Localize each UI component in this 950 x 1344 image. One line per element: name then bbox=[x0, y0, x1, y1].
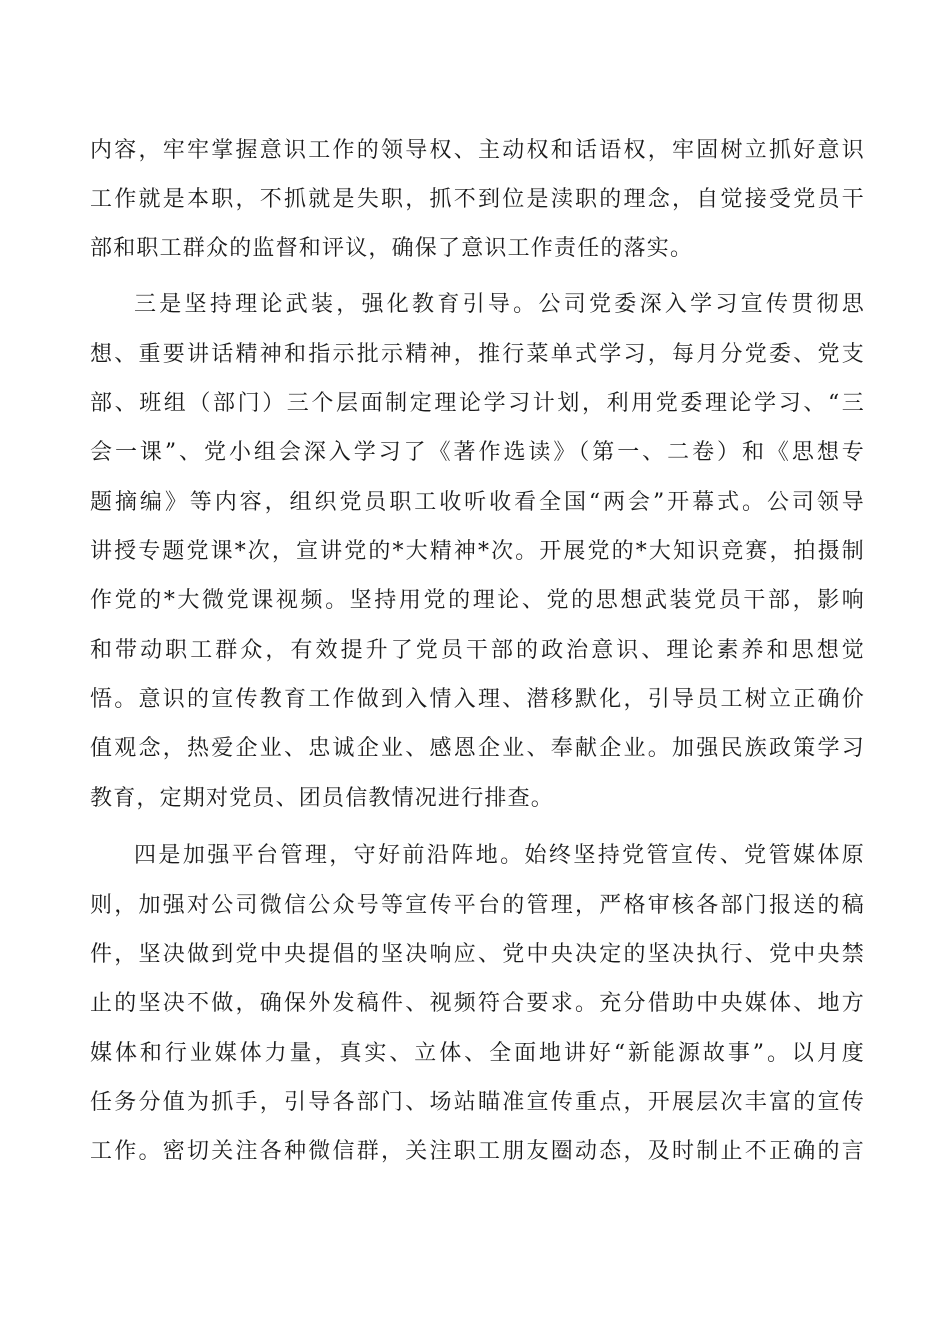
paragraph-1-line-3: 部和职工群众的监督和评议，确保了意识工作责任的落实。 bbox=[90, 236, 694, 261]
paragraph-3-line-3: 件，坚决做到党中央提倡的坚决响应、党中央决定的坚决执行、党中央禁 bbox=[90, 942, 865, 967]
paragraph-1-line-1: 内容，牢牢掌握意识工作的领导权、主动权和话语权，牢固树立抓好意识 bbox=[90, 138, 865, 163]
paragraph-2-line-6: 讲授专题党课*次，宣讲党的*大精神*次。开展党的*大知识竞赛，拍摄制 bbox=[90, 539, 865, 564]
paragraph-2-line-10: 值观念，热爱企业、忠诚企业、感恩企业、奉献企业。加强民族政策学习 bbox=[90, 736, 865, 761]
paragraph-2-line-8: 和带动职工群众，有效提升了党员干部的政治意识、理论素养和思想觉 bbox=[90, 638, 865, 663]
paragraph-3-line-1: 四是加强平台管理，守好前沿阵地。始终坚持党管宣传、党管媒体原 bbox=[134, 843, 865, 868]
paragraph-2-line-7: 作党的*大微党课视频。坚持用党的理论、党的思想武装党员干部，影响 bbox=[90, 588, 865, 613]
paragraph-2-line-1: 三是坚持理论武装，强化教育引导。公司党委深入学习宣传贯彻思 bbox=[134, 292, 865, 317]
paragraph-3-line-5: 媒体和行业媒体力量，真实、立体、全面地讲好“新能源故事”。以月度 bbox=[90, 1041, 865, 1066]
paragraph-3-line-7: 工作。密切关注各种微信群，关注职工朋友圈动态，及时制止不正确的言 bbox=[90, 1139, 865, 1164]
paragraph-2-line-4: 会一课”、党小组会深入学习了《著作选读》（第一、二卷）和《思想专 bbox=[90, 440, 865, 465]
paragraph-3-line-4: 止的坚决不做，确保外发稿件、视频符合要求。充分借助中央媒体、地方 bbox=[90, 991, 865, 1016]
paragraph-2-line-2: 想、重要讲话精神和指示批示精神，推行菜单式学习，每月分党委、党支 bbox=[90, 342, 865, 367]
paragraph-3-line-2: 则，加强对公司微信公众号等宣传平台的管理，严格审核各部门报送的稿 bbox=[90, 893, 865, 918]
paragraph-2-line-11: 教育，定期对党员、团员信教情况进行排查。 bbox=[90, 786, 555, 811]
paragraph-2-line-3: 部、班组（部门）三个层面制定理论学习计划，利用党委理论学习、“三 bbox=[90, 391, 865, 416]
paragraph-2-line-5: 题摘编》等内容，组织党员职工收听收看全国“两会”开幕式。公司领导 bbox=[90, 490, 865, 515]
paragraph-2-line-9: 悟。意识的宣传教育工作做到入情入理、潜移默化，引导员工树立正确价 bbox=[90, 687, 865, 712]
paragraph-3-line-6: 任务分值为抓手，引导各部门、场站瞄准宣传重点，开展层次丰富的宣传 bbox=[90, 1090, 865, 1115]
paragraph-1-line-2: 工作就是本职，不抓就是失职，抓不到位是渎职的理念，自觉接受党员干 bbox=[90, 187, 865, 212]
